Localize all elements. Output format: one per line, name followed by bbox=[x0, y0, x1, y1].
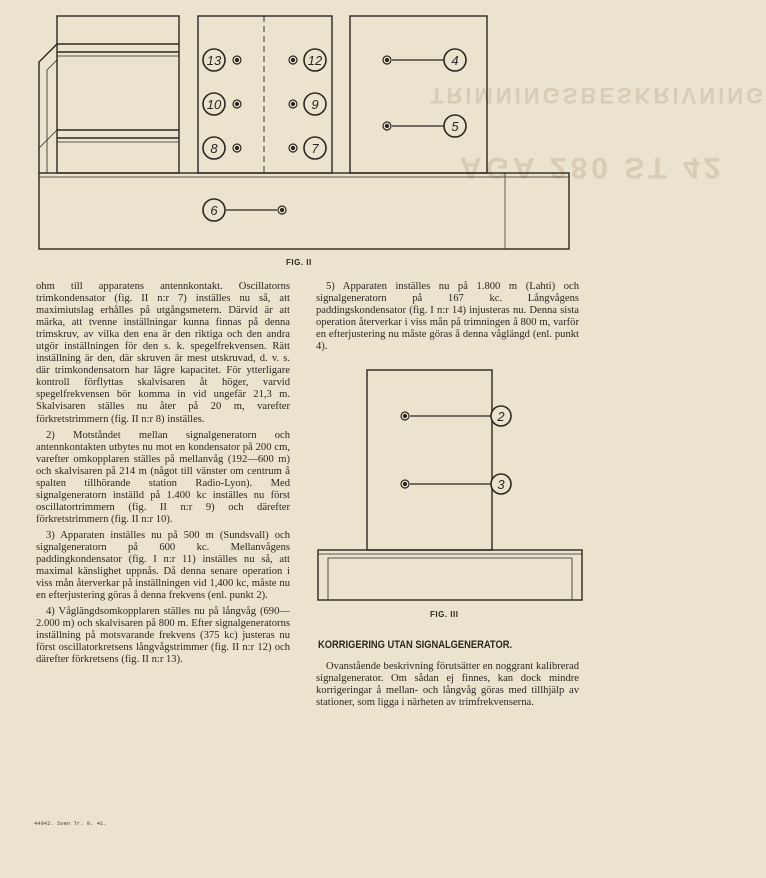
figure-2-caption: FIG. II bbox=[286, 258, 312, 267]
figure-3-caption: FIG. III bbox=[430, 610, 459, 619]
marker-5: 5 bbox=[451, 119, 459, 134]
coil-box bbox=[367, 370, 492, 550]
paragraph-2: 2) Motståndet mellan signalgeneratorn och antennkontakten utbytes nu mot en kondensator på 200 cm, varefter omkopplaren ställes på mellanvåg (192—600 m) och skalvisaren på 214 m (något till vänster om centrum å spalten tillhörande station Radio-Lyon). Med signalgeneratorn inställd på 1.400 kc inställes nu först oscillatortrimmern (fig. II n:r 9) och därefter förkretstrimmern (fig. II n:r 10). bbox=[36, 429, 290, 525]
marker-9: 9 bbox=[311, 97, 319, 112]
marker-13: 13 bbox=[206, 53, 222, 68]
marker-10: 10 bbox=[206, 97, 222, 112]
chassis-base bbox=[318, 550, 582, 600]
paragraph-4: 4) Våglängdsomkopplaren ställes nu på långvåg (690—2.000 m) och skalvisaren på 800 m. Efter signalgeneratorns inställning på motsvarande frekvens (375 kc) justeras nu först oscillatorkretsens långvågstrimmer (fig. II n:r 12) och därefter förkretsens (fig. II n:r 13). bbox=[36, 606, 290, 666]
section-heading: KORRIGERING UTAN SIGNALGENERATOR. bbox=[318, 639, 513, 651]
marker-4: 4 bbox=[451, 53, 459, 68]
paragraph-6: Ovanstående beskrivning förutsätter en noggrant kalibrerad signalgenerator. Om sådan ej finnes, kan dock mindre korrigeringar å mellan- och långvåg göras med tillhjälp av stationer, som ligga i närheten av trimfrekvenserna. bbox=[316, 661, 579, 709]
right-column-bottom bbox=[316, 661, 579, 713]
marker-7: 7 bbox=[311, 141, 319, 156]
marker-12: 12 bbox=[307, 53, 323, 68]
marker-8: 8 bbox=[210, 141, 218, 156]
print-code: 44942. Sven Tr. 9. 41. bbox=[34, 820, 107, 827]
show-through-text: TRIMNINGSBESKRIVNING bbox=[430, 83, 766, 108]
paragraph-5: 5) Apparaten inställes nu på 1.800 m (Lahti) och signalgeneratorn på 167 kc. Långvågens paddingskondensator (fig. I n:r 14) injusteras nu. Denna sista operation återverkar i viss mån på trimningen å 800 m, varför en efterjustering nu måste göras å denna våglängd (enl. punkt 4). bbox=[316, 281, 579, 353]
marker-3: 3 bbox=[497, 477, 505, 492]
marker-6: 6 bbox=[210, 203, 218, 218]
paragraph-1: ohm till apparatens antennkontakt. Oscillatorns trimkondensator (fig. II n:r 7) inställes nu så, att maximiutslag erhålles på utgångsmetern. Därvid är att märka, att tvenne inställningar kunna finnas på denna trimskruv, av vilka den ena är den riktiga och den andra utgör inställningen för den s. k. spegelfrekvensen. Rätt inställning är den, där skruven är mest utskruvad, d. v. s. där trimkondensatorn har lägre kapacitet. För ytterligare kontroll förflyttas skalvisaren åt höger, varvid spegelfrekvensen bör komma in vid ungefär 21,3 m. Skalvisaren ställes nu åter på 20 m, varefter förkretstrimmern (fig. II n:r 8) inställes. bbox=[36, 281, 290, 425]
show-through-text: AGA 280 ST 42 bbox=[460, 151, 725, 184]
marker-2: 2 bbox=[497, 409, 505, 424]
paragraph-3: 3) Apparaten inställes nu på 500 m (Sundsvall) och signalgeneratorn på 600 kc. Mellanvågens paddingkondensator (fig. I n:r 11) inställes nu så, att maximal känslighet uppnås. Då denna senare operation i viss mån återverkar på inställningen vid 1,400 kc, måste nu en efterjustering göras å denna frekvens (enl. punkt 2). bbox=[36, 529, 290, 602]
